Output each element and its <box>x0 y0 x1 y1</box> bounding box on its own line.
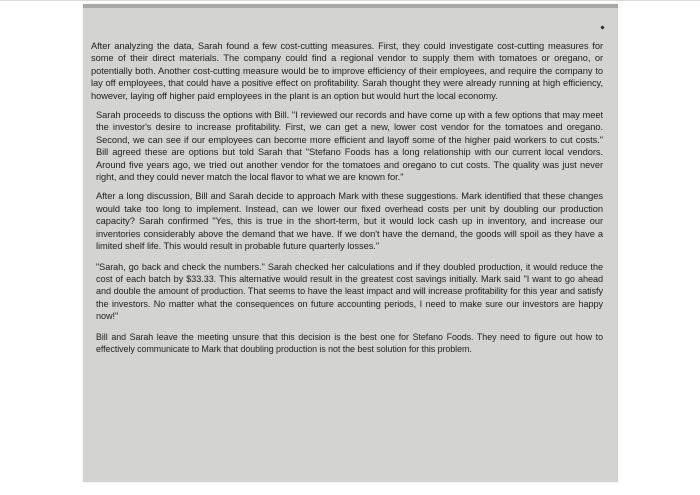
document-page <box>83 4 618 482</box>
paragraph-conclusion: Bill and Sarah leave the meeting unsure that this decision is the best one for Stefano Foods. They need to figure out how to effectively communicate to Mark that doubling production is not the best solution for this problem. <box>96 331 603 354</box>
paragraph-check-numbers: "Sarah, go back and check the numbers." Sarah checked her calculations and if they doubled production, it would reduce the cost of each batch by $33.33. This alternative would result in the greatest cost savings initially. Mark said "I want to go ahead and double the amount of production. That seems to have the least impact and will increase profitability for this year and satisfy the investors. No matter what the consequences on future accounting periods, I need to make sure our investors are happy now!" <box>96 261 603 322</box>
page-top-band <box>83 4 618 8</box>
document-body <box>91 40 603 362</box>
paragraph-discussion-with-bill: Sarah proceeds to discuss the options with Bill. "I reviewed our records and have come up with a few options that may meet the investor's desire to increase profitability. First, we can get a new, lower cost vendor for the tomatoes and oregano. Second, we can see if our employees can become more efficient and layoff some of the higher paid workers to cut costs." Bill agreed these are options but told Sarah that "Stefano Foods has a long relationship with our current local vendors. Around five years ago, we tried out another vendor for the tomatoes and oregano to cut costs. The quality was just never right, and they could never match the local flavor to what we are known for." <box>96 110 603 183</box>
paragraph-cost-cutting-measures: After analyzing the data, Sarah found a few cost-cutting measures. First, they could investigate cost-cutting measures for some of their direct materials. The company could find a regional vendor to supply them with tomatoes or oregano, or potentially both. Another cost-cutting measure would be to improve efficiency of their employees, and require the company to lay off employees, that could have a positive effect on profitability. Sarah thought they were already running at high efficiency, however, laying off higher paid employees in the plant is an option but would hurt the local economy. <box>91 41 603 101</box>
paragraph-approach-mark: After a long discussion, Bill and Sarah decide to approach Mark with these suggestions. Mark identified that these changes would take too long to implement. Instead, can we lower our fixed overhead costs per unit by doubling our production capacity? Sarah confirmed "Yes, this is true in the short-term, but it would lock cash up in inventory, and increase our inventories considerably above the demand that we have. If we don't have the demand, the goods will spoil as they have a limited shelf life. This would result in probable future quarterly losses." <box>96 191 603 252</box>
window-top-border <box>0 0 700 1</box>
pencil-mark-icon <box>600 25 604 29</box>
